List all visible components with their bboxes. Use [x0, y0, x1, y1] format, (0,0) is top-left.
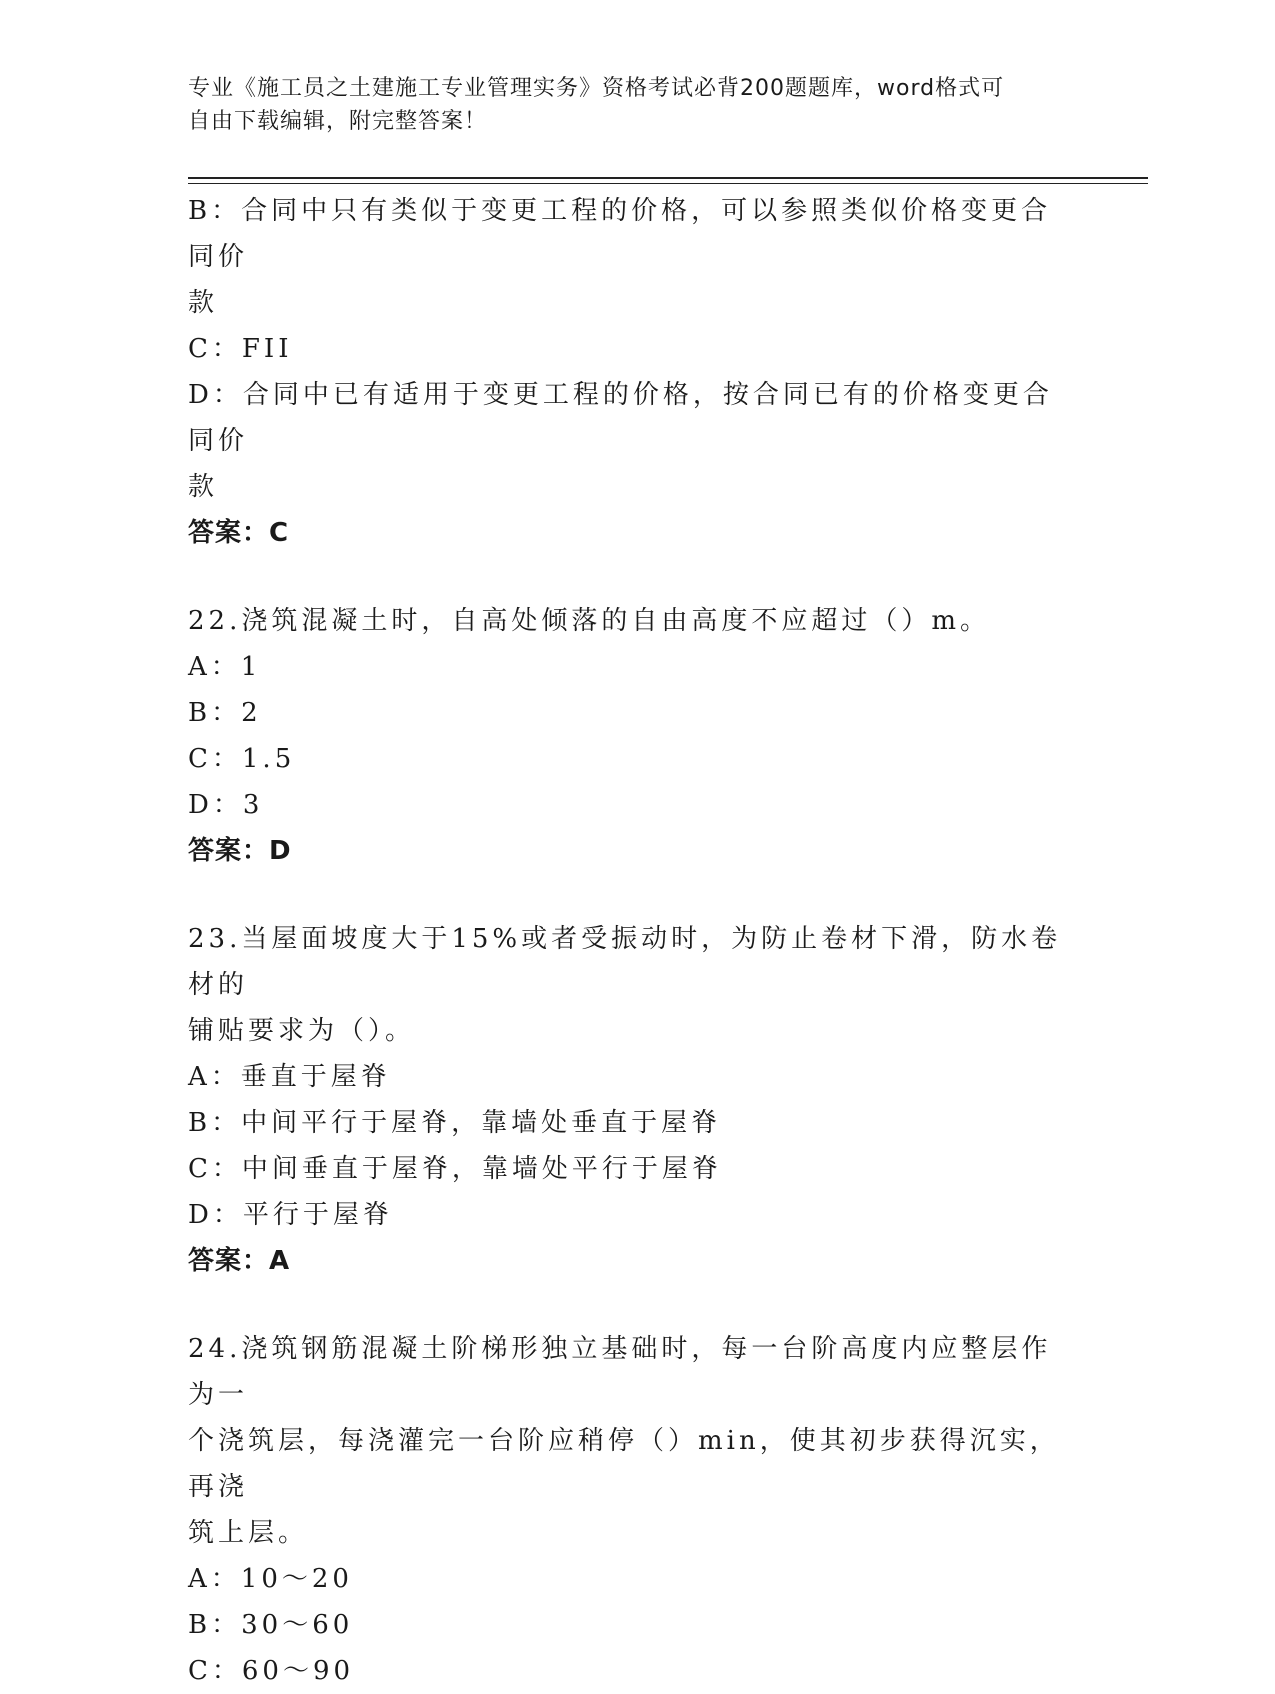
- question-stem: 22.浇筑混凝土时，自高处倾落的自由高度不应超过（）m。: [188, 606, 991, 636]
- option-c: C：1.5: [188, 744, 296, 774]
- header-line-2: 自由下载编辑，附完整答案！: [188, 109, 488, 134]
- option-a: A：10～20: [188, 1564, 353, 1594]
- question-23: [188, 916, 1068, 1284]
- option-c: C：FII: [188, 334, 293, 364]
- header-divider-thin: [188, 183, 1148, 184]
- option-d-line-1: D：合同中已有适用于变更工程的价格，按合同已有的价格变更合同价: [188, 380, 1053, 456]
- option-c: C：中间垂直于屋脊，靠墙处平行于屋脊: [188, 1154, 722, 1184]
- question-24: [188, 1326, 1068, 1694]
- answer: 答案：C: [188, 518, 290, 548]
- option-b: B：2: [188, 698, 262, 728]
- answer: 答案：A: [188, 1246, 291, 1276]
- question-stem-line-2: 铺贴要求为（）。: [188, 1016, 416, 1046]
- question-22: [188, 598, 1068, 874]
- header-divider-thick: [188, 177, 1148, 179]
- header-line-1: 专业《施工员之土建施工专业管理实务》资格考试必背200题题库，word格式可: [188, 76, 1005, 101]
- spacer: [188, 556, 1068, 598]
- option-a: A：1: [188, 652, 262, 682]
- spacer: [188, 874, 1068, 916]
- question-stem-line-2: 个浇筑层，每浇灌完一台阶应稍停（）min，使其初步获得沉实，再浇: [188, 1426, 1060, 1502]
- spacer: [188, 1284, 1068, 1326]
- option-b: B：中间平行于屋脊，靠墙处垂直于屋脊: [188, 1108, 722, 1138]
- question-stem-line-3: 筑上层。: [188, 1518, 309, 1548]
- option-d: D：平行于屋脊: [188, 1200, 393, 1230]
- option-b-line-2: 款: [188, 288, 219, 318]
- option-b-line-1: B：合同中只有类似于变更工程的价格，可以参照类似价格变更合同价: [188, 196, 1052, 272]
- option-d: D：3: [188, 790, 264, 820]
- option-a: A：垂直于屋脊: [188, 1062, 391, 1092]
- option-b: B：30～60: [188, 1610, 354, 1640]
- option-d-line-2: 款: [188, 472, 219, 502]
- question-21-tail: [188, 188, 1068, 556]
- answer: 答案：D: [188, 836, 292, 866]
- question-stem-line-1: 24.浇筑钢筋混凝土阶梯形独立基础时，每一台阶高度内应整层作为一: [188, 1334, 1052, 1410]
- option-c: C：60～90: [188, 1656, 355, 1686]
- question-list: [188, 188, 1068, 1694]
- question-stem-line-1: 23.当屋面坡度大于15%或者受振动时，为防止卷材下滑，防水卷材的: [188, 924, 1062, 1000]
- document-header: [188, 72, 1068, 138]
